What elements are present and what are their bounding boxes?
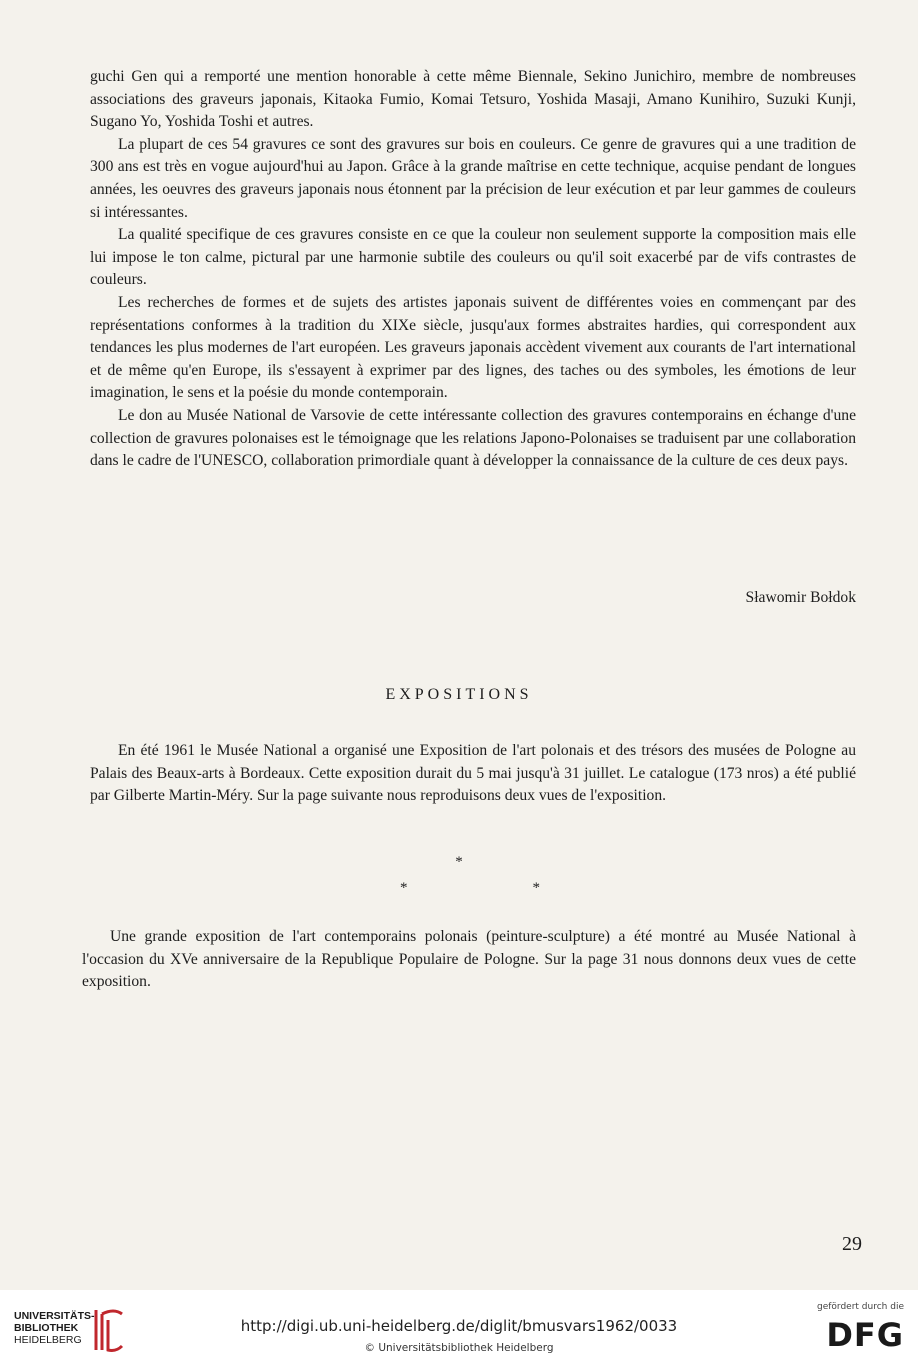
separator-star: * xyxy=(400,880,408,896)
copyright-text: © Universitätsbibliothek Heidelberg xyxy=(364,1342,554,1354)
footer-bar xyxy=(0,1290,918,1365)
paragraph: La plupart de ces 54 gravures ce sont des gravures sur bois en couleurs. Ce genre de gravures qui a une tradition de 300 ans est très en vogue aujourd'hui au Japon. Grâce à la grande maîtrise en cette technique, acquise pendant de longues années, les oeuvres des graveurs japonais nous étonnent par la précision de leur exécution et par leur gammes de couleurs si intéressantes. xyxy=(90,135,856,221)
library-name-line: HEIDELBERG xyxy=(14,1334,82,1346)
paragraph: En été 1961 le Musée National a organisé une Exposition de l'art polonais et des trésors des musées de Pologne au Palais des Beaux-arts à Bordeaux. Cette exposition durait du 5 mai jusqu'à 31 juillet. Le catalogue (173 nros) a été publié par Gilberte Martin-Méry. Sur la page suivante nous reproduisons deux vues de l'exposition. xyxy=(90,742,856,805)
exposition-text xyxy=(90,740,856,808)
section-title: EXPOSITIONS xyxy=(385,686,533,703)
paragraph: Le don au Musée National de Varsovie de cette intéressante collection des gravures contemporains en échange d'une collection de gravures polonaises est le témoignage que les relations Japono-Polonaises se traduisent par une collaboration dans le cadre de l'UNESCO, collaboration primordiale quant à développer la connaissance de la culture de ces deux pays. xyxy=(90,406,856,470)
library-name-line: UNIVERSITÄTS- xyxy=(14,1310,95,1322)
separator-star: * xyxy=(532,880,540,896)
article-text xyxy=(90,66,856,473)
page-number: 29 xyxy=(842,1233,862,1255)
paragraph: guchi Gen qui a remporté une mention honorable à cette même Biennale, Sekino Junichiro, membre de nombreuses associations des graveurs japonais, Kitaoka Fumio, Komai Tetsuro, Yoshida Masaji, Amano Kunihiro, Suzuki Kunji, Sugano Yo, Yoshida Toshi et autres. xyxy=(90,68,856,131)
separator-star: * xyxy=(455,854,463,870)
separator-stars xyxy=(400,880,540,897)
funding-label: gefördert durch die xyxy=(817,1302,904,1312)
paragraph: Les recherches de formes et de sujets des artistes japonais suivent de différentes voies en commençant par des représentations conformes à la tradition du XIXe siècle, jusqu'aux formes abstraites hardies, qui correspondent aux tendances les plus modernes de l'art européen. Les graveurs japonais accèdent vivement aux courants de l'art international et de même qu'en Europe, ils s'essayent à exprimer par des lignes, des taches ou des symboles, les émotions de leur imagination, le sens et la poésie du monde contemporain. xyxy=(90,293,856,402)
paragraph: La qualité specifique de ces gravures consiste en ce que la couleur non seulement supporte la composition mais elle lui impose le ton calme, pictural par une harmonie subtile des couleurs ou qu'il soit exacerbé par de vifs contrastes de couleurs. xyxy=(90,226,856,289)
exposition-text-2 xyxy=(82,926,856,994)
permalink-url[interactable]: http://digi.ub.uni-heidelberg.de/diglit/bmusvars1962/0033 xyxy=(240,1317,678,1335)
paragraph: Une grande exposition de l'art contemporains polonais (peinture-sculpture) a été montré au Musée National à l'occasion du XVe anniversaire de la Republique Populaire de Pologne. Sur la page 31 nous donnons deux vues de cette exposition. xyxy=(82,928,856,991)
author-signature: Sławomir Bołdok xyxy=(745,589,856,606)
library-name-line: BIBLIOTHEK xyxy=(14,1322,79,1334)
dfg-logo: DFG xyxy=(826,1316,904,1354)
